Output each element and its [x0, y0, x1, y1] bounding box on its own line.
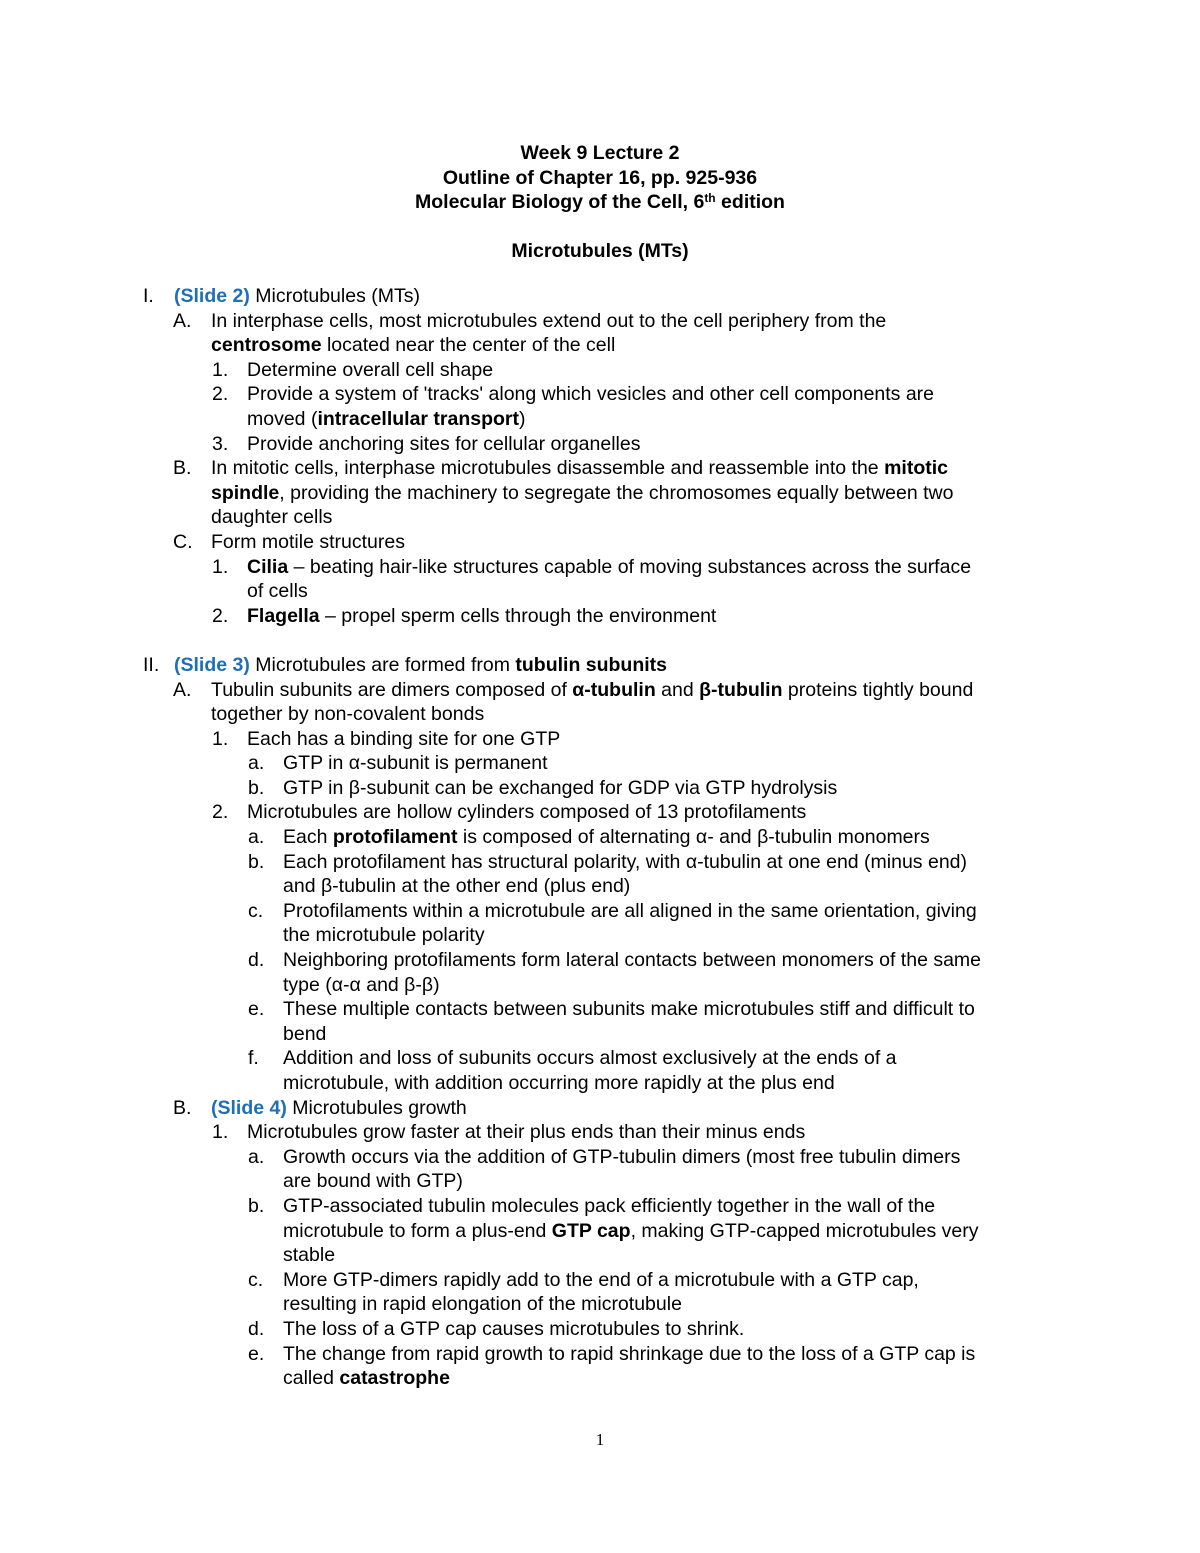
outline-marker: 1.	[212, 555, 229, 578]
outline-marker: I.	[143, 285, 154, 307]
outline-body: I. (Slide 2) Microtubules (MTs) A. In interphase cells, most microtubules extend out to the cell periphery from the centrosome located near the center of the cell 1. Determine overall cell shape 2. Provide a system of 'tracks' along which vesicles and other cell components are moved (intracellular transport) 3. Provide anchoring sites for cellular organelles B. In mitotic cells, interphase microtubules disassemble and reassemble into the mitotic spindle, providing the machinery to segregate the chromosomes equally between two daughter cells C. Form motile structures 1. Cilia – beating hair-like structures capable of moving substances across the surface of cells 2. Flagella – propel sperm cells through the environment II. (Slide 3) Microtubules are formed from tubulin subunits A. Tubulin subunits are dimers composed of α-tubulin and β-tubulin proteins tightly bound together by non-covalent bonds 1. Each has a binding site for one GTP a. GTP in α-subunit is permanent b. GTP in β-subunit can be exchanged for GDP via GTP hydrolysis 2. Microtubules are hollow cylinders composed of 13 protofilaments a. Each protofilament is composed of alternating α- and β-tubulin monomers b. Each protofilament has structural polarity, with α-tubulin at one end (minus end) and β-tubulin at the other end (plus end) c. Protofilaments within a microtubule are all aligned in the same orientation, giving the microtubule polarity d. Neighboring protofilaments form lateral contacts between monomers of the same type (α-α and β-β) e. These multiple contacts between subunits make microtubules stiff and difficult to bend f. Addition and loss of subunits occurs almost exclusively at the ends of a microtubule, with addition occurring more rapidly at the plus end B. (Slide 4) Microtubules growth 1. Microtubules grow faster at their plus ends than their minus ends a. Growth occurs via the addition of GTP-tubulin dimers (most free tubulin dimers are bound with GTP) b. GTP-associated tubulin molecules pack efficiently together in the wall of the microtubule to form a plus-end GTP cap, making GTP-capped microtubules very stable c. More GTP-dimers rapidly add to the end of a microtubule with a GTP cap, resulting in rapid elongation of the microtubule d. The loss of a GTP cap causes microtubules to shrink. e. The change from rapid growth to rapid shrinkage due to the loss of a GTP cap is called catastrophe	[0, 284, 1200, 1391]
outline-item-II-A-1-a: a. GTP in α-subunit is permanent	[248, 752, 548, 775]
outline-item-II-A-2-d: d. Neighboring protofilaments form lateral contacts between monomers of the same	[248, 949, 982, 972]
outline-marker: 2.	[212, 604, 229, 627]
outline-item-II-A-1-b: b. GTP in β-subunit can be exchanged for GDP via GTP hydrolysis	[248, 776, 838, 799]
outline-marker: a.	[248, 826, 265, 849]
outline-marker: e.	[248, 998, 265, 1021]
outline-item-II-B-1-b: b. GTP-associated tubulin molecules pack efficiently together in the wall of the	[248, 1194, 936, 1217]
outline-item-II-A-2-c: c. Protofilaments within a microtubule are all aligned in the same orientation, giving	[248, 899, 977, 922]
slide-reference: (Slide 4)	[211, 1096, 287, 1119]
outline-item-I-B: B. In mitotic cells, interphase microtubules disassemble and reassemble into the mitotic	[173, 457, 948, 480]
outline-marker: 1.	[212, 358, 229, 381]
outline-item-II-B-1-e: e. The change from rapid growth to rapid shrinkage due to the loss of a GTP cap is	[248, 1342, 976, 1365]
outline-item-I: I. (Slide 2) Microtubules (MTs)	[143, 285, 420, 307]
outline-marker: a.	[248, 752, 265, 775]
outline-item-I-A-2: 2. Provide a system of 'tracks' along which vesicles and other cell components are	[212, 383, 935, 406]
outline-item-I-C-2: 2. Flagella – propel sperm cells through the environment	[212, 604, 717, 627]
outline-item-II-A-2-a: a. Each protofilament is composed of alternating α- and β-tubulin monomers	[248, 826, 930, 849]
outline-item-II: II. (Slide 3) Microtubules are formed from tubulin subunits	[143, 653, 668, 676]
outline-marker: c.	[248, 899, 264, 922]
outline-item-II-A-1: 1. Each has a binding site for one GTP	[212, 727, 561, 750]
outline-marker: a.	[248, 1145, 265, 1168]
outline-marker: b.	[248, 1194, 265, 1217]
outline-marker: f.	[248, 1047, 259, 1070]
outline-marker: II.	[143, 653, 160, 676]
outline-marker: B.	[173, 1096, 192, 1119]
outline-item-I-C-1: 1. Cilia – beating hair-like structures capable of moving substances across the surface	[212, 555, 972, 578]
lecture-title: Week 9 Lecture 2	[520, 142, 680, 164]
outline-marker: C.	[173, 530, 193, 553]
page-number: 1	[595, 1430, 605, 1449]
outline-marker: 1.	[212, 1121, 229, 1144]
outline-marker: 1.	[212, 727, 229, 750]
outline-marker: A.	[173, 678, 192, 701]
outline-item-I-A: A. In interphase cells, most microtubules extend out to the cell periphery from the	[173, 309, 887, 332]
outline-marker: 2.	[212, 801, 229, 824]
outline-item-II-A-2-b: b. Each protofilament has structural polarity, with α-tubulin at one end (minus end)	[248, 850, 968, 873]
outline-item-I-A-3: 3. Provide anchoring sites for cellular organelles	[212, 432, 641, 455]
topic-heading: Microtubules (MTs)	[511, 240, 689, 263]
outline-marker: d.	[248, 949, 265, 972]
outline-item-II-B-1-c: c. More GTP-dimers rapidly add to the end of a microtubule with a GTP cap,	[248, 1268, 919, 1291]
outline-item-I-C: C. Form motile structures	[173, 530, 405, 553]
outline-item-II-A: A. Tubulin subunits are dimers composed of α-tubulin and β-tubulin proteins tightly bound	[173, 678, 974, 701]
outline-marker: c.	[248, 1268, 264, 1291]
outline-item-II-A-2-f: f. Addition and loss of subunits occurs almost exclusively at the ends of a	[248, 1047, 897, 1070]
outline-marker: d.	[248, 1317, 265, 1340]
outline-item-II-B-1-a: a. Growth occurs via the addition of GTP-tubulin dimers (most free tubulin dimers	[248, 1145, 961, 1168]
outline-item-II-A-2-e: e. These multiple contacts between subunits make microtubules stiff and difficult to	[248, 998, 975, 1021]
outline-marker: 3.	[212, 432, 229, 455]
outline-marker: b.	[248, 850, 265, 873]
outline-marker: 2.	[212, 383, 229, 406]
outline-marker: B.	[173, 457, 192, 480]
outline-marker: b.	[248, 776, 265, 799]
outline-item-II-A-2: 2. Microtubules are hollow cylinders composed of 13 protofilaments	[212, 801, 807, 824]
outline-item-I-A-1: 1. Determine overall cell shape	[212, 358, 494, 381]
slide-reference: (Slide 3)	[174, 653, 250, 676]
outline-marker: e.	[248, 1342, 265, 1365]
outline-marker: A.	[173, 309, 192, 332]
outline-item-II-B-1: 1. Microtubules grow faster at their plus ends than their minus ends	[212, 1121, 806, 1144]
textbook-title: Molecular Biology of the Cell, 6th edition	[415, 191, 785, 214]
outline-item-II-B: B. (Slide 4) Microtubules growth	[173, 1096, 467, 1119]
document-header	[0, 141, 1200, 264]
slide-reference: (Slide 2)	[174, 285, 250, 307]
outline-item-II-B-1-d: d. The loss of a GTP cap causes microtubules to shrink.	[248, 1317, 745, 1340]
chapter-outline-title: Outline of Chapter 16, pp. 925-936	[442, 166, 758, 189]
